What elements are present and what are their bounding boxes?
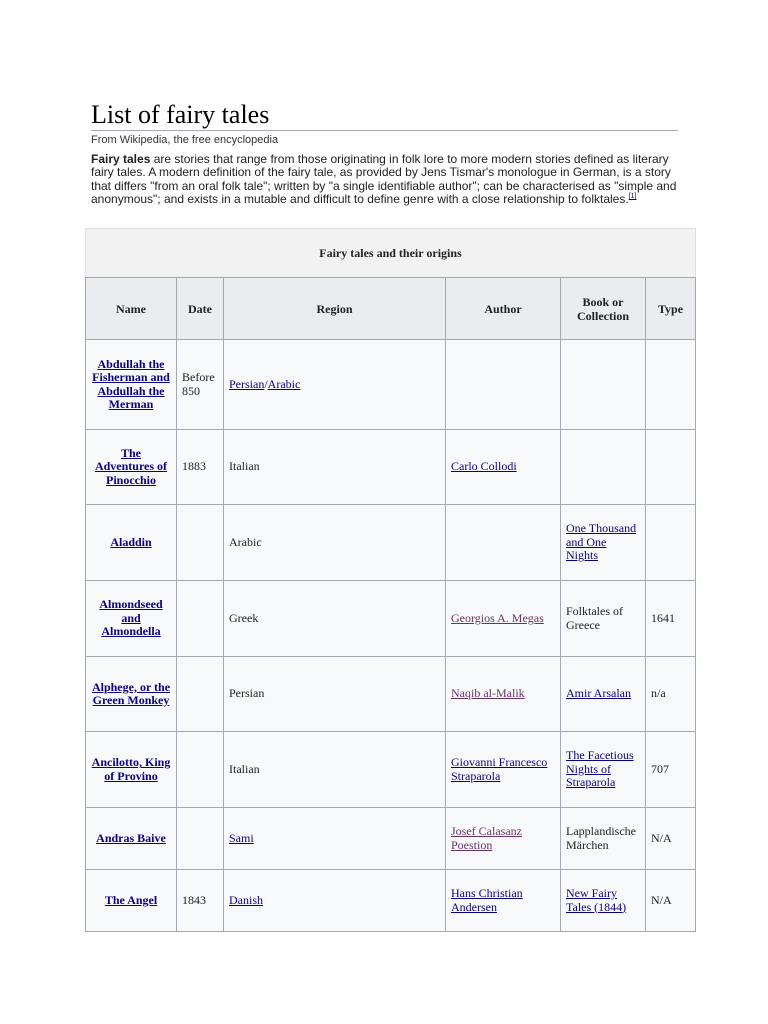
- header-date[interactable]: Date: [177, 278, 224, 340]
- header-name[interactable]: Name: [86, 278, 177, 340]
- date-cell: [177, 581, 224, 657]
- intro-text: are stories that range from those originating in folk lore to more modern stories defined as literary fairy tales. A modern definition of the fairy tale, as provided by Jens Tismar's monologue in German, is a story that differs "from an oral folk tale"; written by "a single identifiable author"; can be characterised as "simple and anonymous"; and exists in a mutable and difficult to define genre with a close relationship to folktales.: [91, 152, 677, 207]
- region-cell: Italian: [224, 430, 446, 505]
- book-cell: [561, 870, 646, 932]
- author-link[interactable]: Hans Christian Andersen: [451, 886, 523, 914]
- author-cell: [446, 808, 561, 870]
- book-cell: Folktales of Greece: [561, 581, 646, 657]
- author-link[interactable]: Georgios A. Megas: [451, 610, 544, 625]
- type-cell: [646, 340, 696, 430]
- table-row: [86, 340, 696, 430]
- region-link[interactable]: Arabic: [267, 376, 301, 391]
- region-separator: /: [264, 376, 268, 391]
- date-cell: Before 850: [177, 340, 224, 430]
- book-link[interactable]: Amir Arsalan: [566, 686, 631, 701]
- table-row: [86, 581, 696, 657]
- book-cell: [561, 732, 646, 808]
- tale-link[interactable]: The Angel: [104, 892, 158, 907]
- table-row: [86, 870, 696, 932]
- author-cell: [446, 657, 561, 732]
- book-cell: [561, 657, 646, 732]
- date-cell: [177, 808, 224, 870]
- author-link[interactable]: Carlo Collodi: [451, 459, 517, 474]
- intro-bold-term: Fairy tales: [91, 152, 151, 166]
- header-author[interactable]: Author: [446, 278, 561, 340]
- region-link[interactable]: Sami: [229, 830, 254, 845]
- header-row: [86, 278, 696, 340]
- region-cell: Arabic: [224, 505, 446, 581]
- date-cell: [177, 657, 224, 732]
- date-cell: 1883: [177, 430, 224, 505]
- tale-link[interactable]: Aladdin: [110, 534, 152, 549]
- type-cell: 1641: [646, 581, 696, 657]
- table-row: [86, 505, 696, 581]
- date-cell: [177, 732, 224, 808]
- region-link[interactable]: Danish: [229, 892, 263, 907]
- author-cell: [446, 340, 561, 430]
- tale-link[interactable]: Abdullah the Fisherman and Abdullah the Merman: [92, 356, 170, 411]
- author-cell: [446, 505, 561, 581]
- page-title: List of fairy tales: [91, 100, 678, 131]
- tale-link[interactable]: Almondseed and Almondella: [99, 597, 163, 639]
- table-row: [86, 808, 696, 870]
- author-cell: [446, 430, 561, 505]
- author-cell: [446, 870, 561, 932]
- book-cell: [561, 505, 646, 581]
- book-cell: Lapplandische Märchen: [561, 808, 646, 870]
- tale-link[interactable]: The Adventures of Pinocchio: [94, 445, 168, 487]
- tale-link[interactable]: Ancilotto, King of Provino: [91, 755, 171, 783]
- type-cell: 707: [646, 732, 696, 808]
- table-caption: Fairy tales and their origins: [85, 228, 696, 277]
- author-cell: [446, 732, 561, 808]
- book-link[interactable]: New Fairy Tales (1844): [566, 886, 627, 914]
- page-subtitle: From Wikipedia, the free encyclopedia: [91, 134, 279, 146]
- tale-link[interactable]: Andras Baive: [96, 830, 166, 845]
- book-cell: [561, 430, 646, 505]
- date-cell: 1843: [177, 870, 224, 932]
- table-row: [86, 732, 696, 808]
- table-row: [86, 430, 696, 505]
- table-row: [86, 657, 696, 732]
- type-cell: N/A: [646, 808, 696, 870]
- region-cell: [224, 808, 446, 870]
- region-link[interactable]: Persian: [229, 376, 265, 391]
- type-cell: [646, 505, 696, 581]
- date-cell: [177, 505, 224, 581]
- intro-paragraph: [91, 153, 681, 207]
- author-link[interactable]: Josef Calasanz Poestion: [451, 824, 522, 852]
- book-link[interactable]: The Facetious Nights of Straparola: [566, 748, 634, 790]
- author-cell: [446, 581, 561, 657]
- region-cell: Persian: [224, 657, 446, 732]
- region-cell: [224, 340, 446, 430]
- reference-link[interactable]: [1]: [628, 193, 637, 201]
- author-link[interactable]: Naqib al-Malik: [451, 686, 525, 701]
- header-book[interactable]: Book or Collection: [561, 278, 646, 340]
- tale-link[interactable]: Alphege, or the Green Monkey: [91, 679, 171, 707]
- header-type[interactable]: Type: [646, 278, 696, 340]
- fairy-tales-table: [85, 228, 696, 932]
- header-region[interactable]: Region: [224, 278, 446, 340]
- type-cell: N/A: [646, 870, 696, 932]
- author-link[interactable]: Giovanni Francesco Straparola: [451, 755, 548, 783]
- region-cell: Greek: [224, 581, 446, 657]
- type-cell: [646, 430, 696, 505]
- type-cell: n/a: [646, 657, 696, 732]
- region-cell: [224, 870, 446, 932]
- region-cell: Italian: [224, 732, 446, 808]
- book-link[interactable]: One Thousand and One Nights: [566, 521, 637, 563]
- book-cell: [561, 340, 646, 430]
